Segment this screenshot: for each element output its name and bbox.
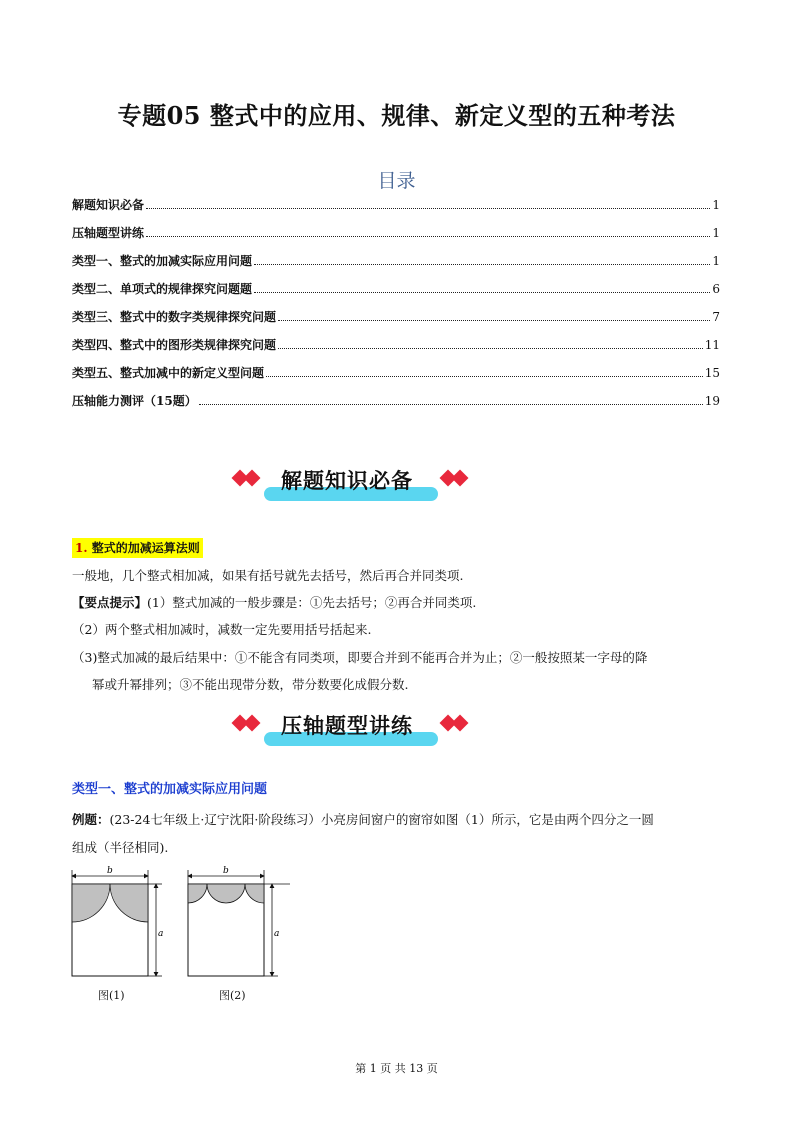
toc-item-page: 15 <box>704 366 720 380</box>
toc-leader <box>254 264 710 265</box>
example-label: 例题： <box>72 812 110 827</box>
tip-line: 幂或升幂排列；③不能出现带分数，带分数要化成假分数. <box>92 677 409 692</box>
tip-text: (1）整式加减的一般步骤是：①先去括号；②再合并同类项. <box>147 595 477 610</box>
height-label: a <box>274 929 280 939</box>
toc-item[interactable] <box>72 224 720 252</box>
curtain-figures <box>62 862 312 982</box>
tip-line <box>72 593 476 613</box>
toc-item-page: 1 <box>712 198 720 212</box>
toc-leader <box>254 292 710 293</box>
width-label: b <box>223 866 229 876</box>
height-label: a <box>158 929 164 939</box>
practice-banner <box>0 708 793 748</box>
toc-item-label: 类型一、整式的加减实际应用问题 <box>72 254 253 268</box>
table-of-contents <box>72 196 720 420</box>
toc-item-label: 类型四、整式中的图形类规律探究问题 <box>72 338 277 352</box>
banner-title: 压轴题型讲练 <box>281 714 413 738</box>
toc-item-label: 类型二、单项式的规律探究问题题 <box>72 282 253 296</box>
toc-item-page: 19 <box>704 394 720 408</box>
toc-item-label: 类型五、整式加减中的新定义型问题 <box>72 366 265 380</box>
figure-1-caption: 图(1) <box>98 989 125 1002</box>
tip-line: （2）两个整式相加减时，减数一定先要用括号括起来. <box>72 622 372 637</box>
figure-1 <box>72 866 163 976</box>
toc-item-page: 7 <box>712 310 720 324</box>
knowledge-banner <box>0 463 793 503</box>
figure-2 <box>188 866 290 976</box>
toc-item-label: 压轴题型讲练 <box>72 226 145 240</box>
toc-item[interactable] <box>72 280 720 308</box>
tip-line: （3)整式加减的最后结果中：①不能含有同类项，即要合并到不能再合并为止；②一般按照某一字母的降 <box>72 650 648 665</box>
toc-leader <box>266 376 703 377</box>
example-line <box>72 810 654 830</box>
toc-leader <box>146 236 710 237</box>
width-label: b <box>107 866 113 876</box>
toc-leader <box>278 348 703 349</box>
toc-heading: 目录 <box>377 170 416 192</box>
toc-item-page: 6 <box>712 282 720 296</box>
tip-label: 【要点提示】 <box>72 595 148 610</box>
toc-item-page: 11 <box>704 338 720 352</box>
toc-leader <box>278 320 710 321</box>
section-label <box>72 538 203 558</box>
diamond-icon <box>452 715 469 732</box>
toc-item-page: 1 <box>712 226 720 240</box>
toc-item[interactable] <box>72 336 720 364</box>
toc-leader <box>146 208 710 209</box>
diamond-icon <box>452 470 469 487</box>
toc-item[interactable] <box>72 196 720 224</box>
example-text: (23-24七年级上·辽宁沈阳·阶段练习）小亮房间窗户的窗帘如图（1）所示，它是由两个四分之一圆 <box>109 812 654 827</box>
toc-item-label: 类型三、整式中的数字类规律探究问题 <box>72 310 277 324</box>
type-heading: 类型一、整式的加减实际应用问题 <box>72 782 268 797</box>
toc-item[interactable] <box>72 308 720 336</box>
toc-item[interactable] <box>72 252 720 280</box>
toc-item[interactable] <box>72 392 720 420</box>
banner-title: 解题知识必备 <box>281 469 413 493</box>
page-footer: 第 1 页 共 13 页 <box>355 1062 438 1075</box>
section-number: 1. <box>75 541 88 555</box>
page-title: 专题05 整式中的应用、规律、新定义型的五种考法 <box>117 101 676 130</box>
section-title: 整式的加减运算法则 <box>91 541 200 555</box>
toc-item[interactable] <box>72 364 720 392</box>
toc-item-page: 1 <box>712 254 720 268</box>
figure-2-caption: 图(2) <box>219 989 246 1002</box>
example-line: 组成（半径相同). <box>72 840 169 855</box>
toc-item-label: 解题知识必备 <box>72 198 145 212</box>
toc-item-label: 压轴能力测评（15题） <box>72 394 197 408</box>
rule-text: 一般地，几个整式相加减，如果有括号就先去括号，然后再合并同类项. <box>72 568 464 583</box>
toc-leader <box>199 404 703 405</box>
